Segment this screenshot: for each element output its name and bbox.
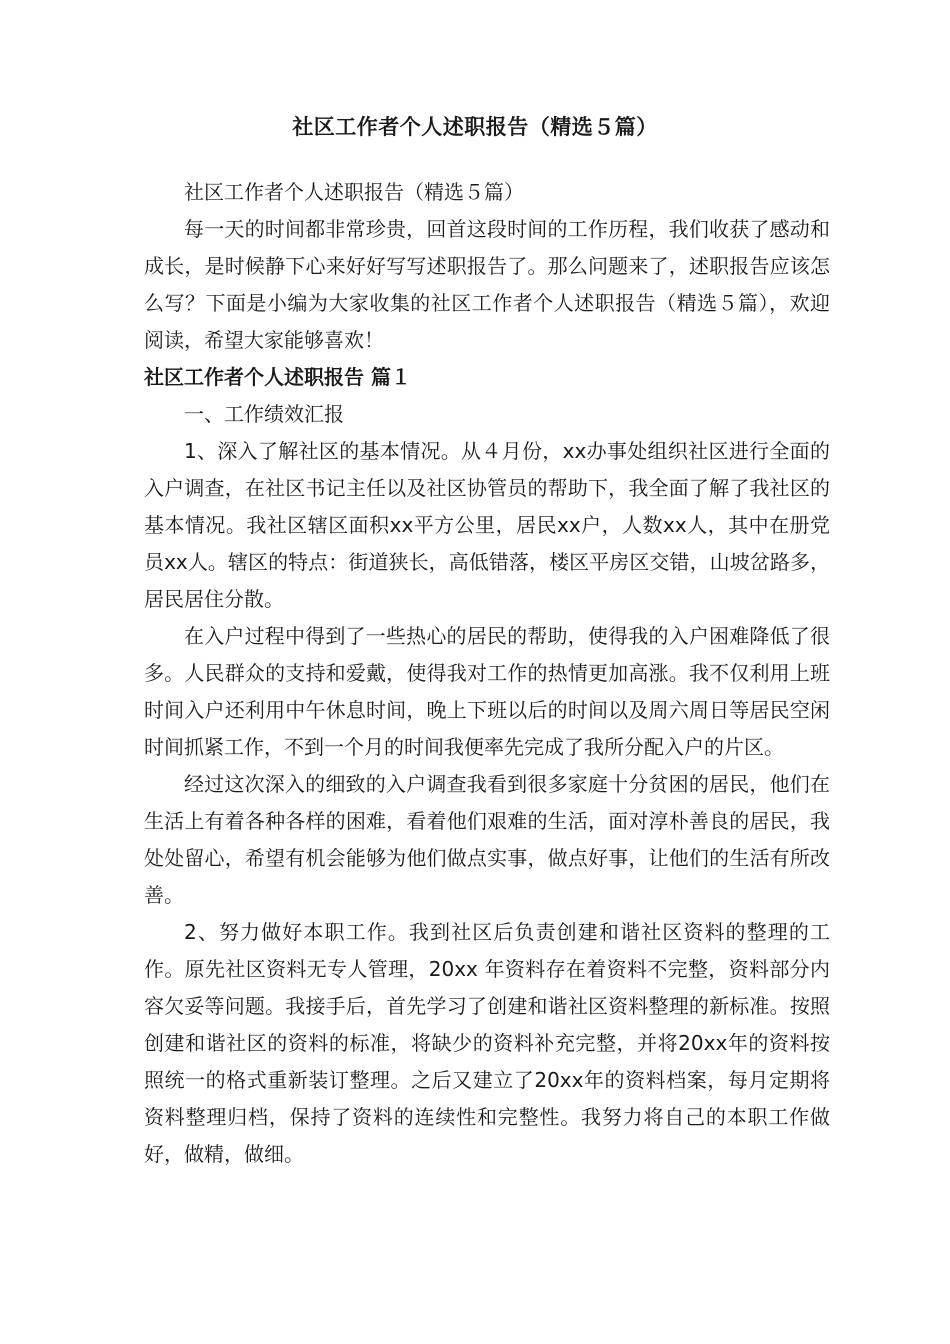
- body-paragraph: 经过这次深入的细致的入户调查我看到很多家庭十分贫困的居民，他们在生活上有着各种各样的困难，看着他们艰难的生活，面对淳朴善良的居民，我处处留心，希望有机会能够为他们做点实事，做点好事，让他们的生活有所改善。: [144, 772, 830, 907]
- body-paragraph: 1、深入了解社区的基本情况。从４月份，xx办事处组织社区进行全面的入户调查，在社区书记主任以及社区协管员的帮助下，我全面了解了我社区的基本情况。我社区辖区面积xx平方公里，居民xx户，人数xx人，其中在册党员xx人。辖区的特点：街道狭长，高低错落，楼区平房区交错，山坡岔路多，居民居住分散。: [144, 439, 830, 611]
- section-heading: 社区工作者个人述职报告 篇１: [144, 365, 411, 389]
- body-paragraph: 2、努力做好本职工作。我到社区后负责创建和谐社区资料的整理的工作。原先社区资料无专人管理，20xx 年资料存在着资料不完整，资料部分内容欠妥等问题。我接手后，首先学习了创建和谐社区资料整理的新标准。按照创建和谐社区的资料的标准，将缺少的资料补充完整，并将20xx年的资料按照统一的格式重新装订整理。之后又建立了20xx年的资料档案，每月定期将资料整理归档，保持了资料的连续性和完整性。我努力将自己的本职工作做好，做精，做细。: [144, 920, 830, 1166]
- body-paragraph: 一、工作绩效汇报: [184, 402, 344, 426]
- document-body: [144, 174, 830, 1173]
- body-paragraph: 在入户过程中得到了一些热心的居民的帮助，使得我的入户困难降低了很多。人民群众的支持和爱戴，使得我对工作的热情更加高涨。我不仅利用上班时间入户还利用中午休息时间，晚上下班以后的时间以及周六周日等居民空闲时间抓紧工作，不到一个月的时间我便率先完成了我所分配入户的片区。: [144, 624, 830, 759]
- document-title: 社区工作者个人述职报告（精选５篇）: [292, 115, 658, 139]
- intro-paragraph: 每一天的时间都非常珍贵，回首这段时间的工作历程，我们收获了感动和成长，是时候静下心来好好写写述职报告了。那么问题来了，述职报告应该怎么写？下面是小编为大家收集的社区工作者个人述职报告（精选５篇），欢迎阅读，希望大家能够喜欢！: [144, 217, 830, 352]
- subtitle-paragraph: 社区工作者个人述职报告（精选５篇）: [184, 180, 524, 204]
